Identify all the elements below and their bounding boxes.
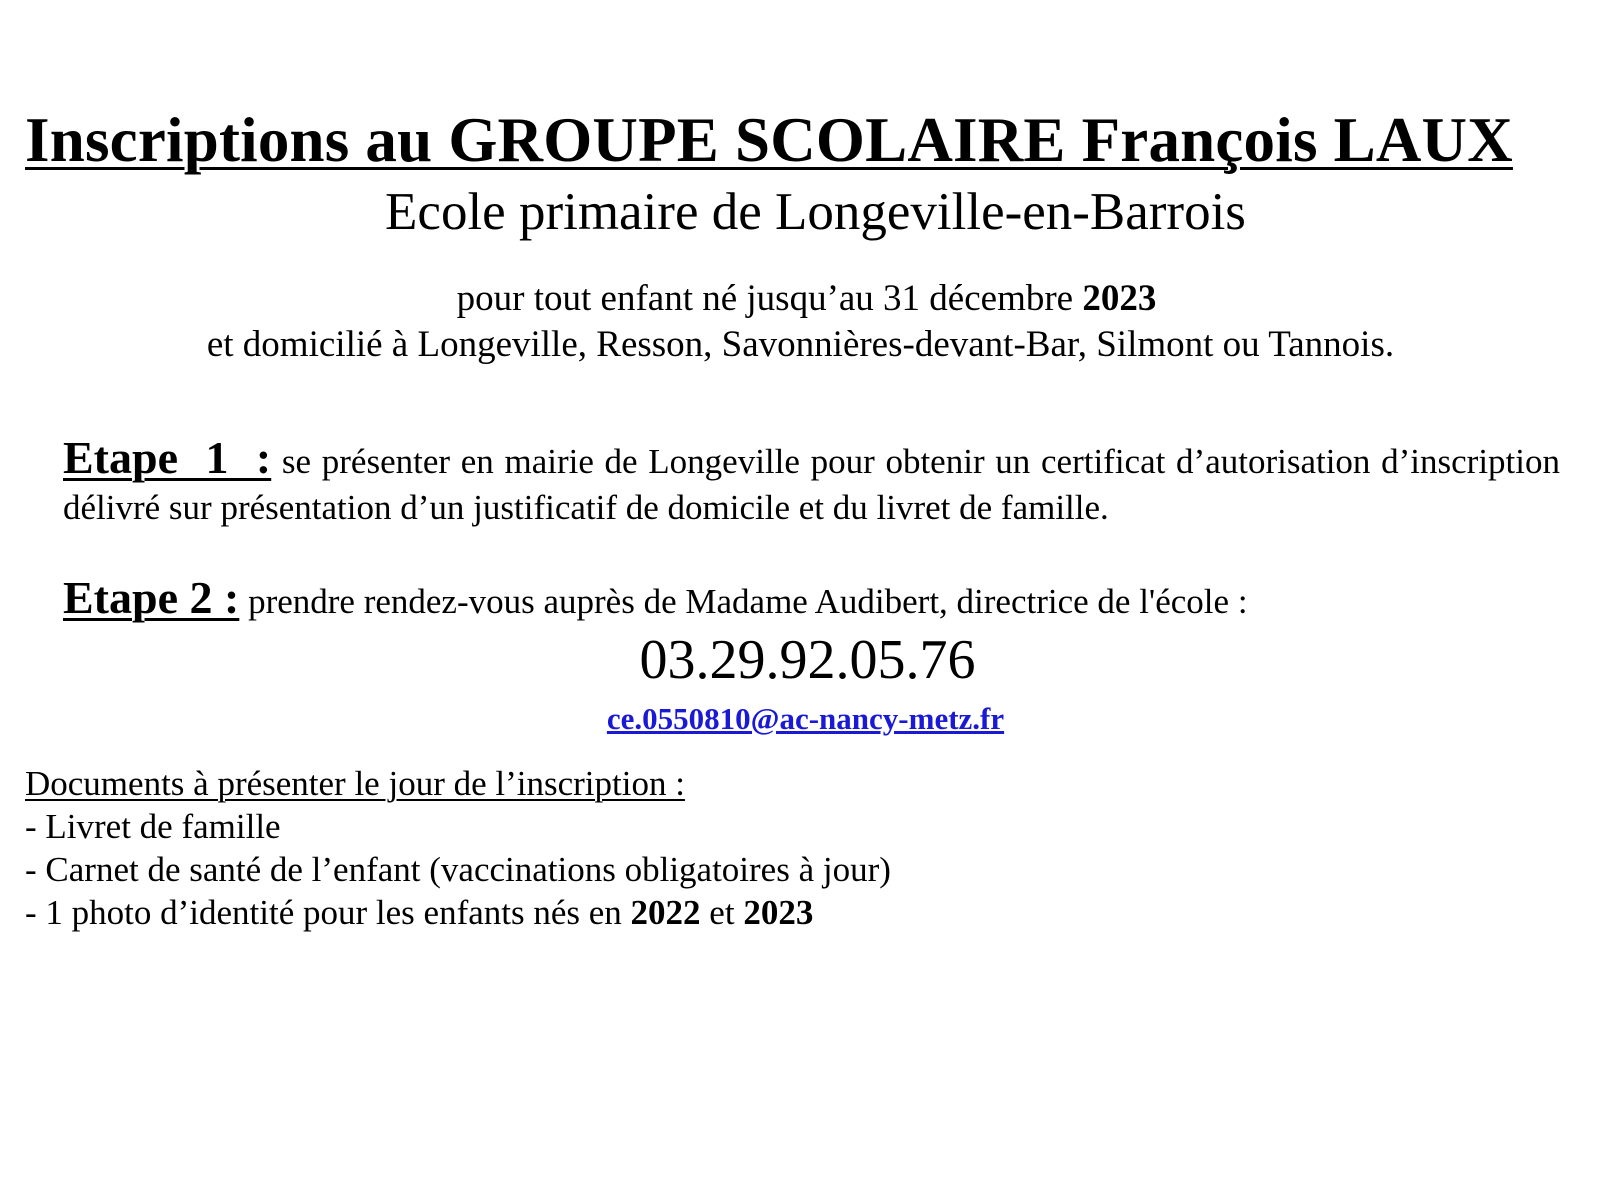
eligibility-line-1 <box>0 276 1601 322</box>
step-2-text: prendre rendez-vous auprès de Madame Audibert, directrice de l'école : <box>248 582 1248 621</box>
phone-number-text: 03.29.92.05.76 <box>639 629 976 691</box>
email-row <box>0 700 1601 738</box>
eligibility-line-2: et domicilié à Longeville, Resson, Savonnières-devant-Bar, Silmont ou Tannois. <box>206 324 1395 365</box>
step-2 <box>63 572 1560 625</box>
eligibility-line-1-text: pour tout enfant né jusqu’au 31 décembre <box>456 278 1083 319</box>
phone-number <box>0 628 1601 692</box>
school-subtitle <box>0 183 1601 241</box>
school-subtitle-text: Ecole primaire de Longeville-en-Barrois <box>385 183 1246 241</box>
document-item-3-year-1: 2022 <box>630 893 701 932</box>
documents-heading: Documents à présenter le jour de l’inscription : <box>25 764 685 803</box>
step-1-label: Etape 1 : <box>63 432 272 483</box>
document-item-1: - Livret de famille <box>25 807 281 846</box>
document-item-2: - Carnet de santé de l’enfant (vaccinations obligatoires à jour) <box>25 850 891 889</box>
document-item-3-and: et <box>700 893 744 932</box>
documents-list <box>25 762 1425 934</box>
document-item-3-year-2: 2023 <box>743 893 814 932</box>
step-2-label: Etape 2 : <box>63 572 240 623</box>
document-item-3 <box>25 891 1425 934</box>
page-title: Inscriptions au GROUPE SCOLAIRE François LAUX <box>25 105 1513 175</box>
eligibility-info <box>0 276 1601 368</box>
step-1-text: se présenter en mairie de Longeville pour obtenir un certificat d’autorisation d’inscription délivré sur présentation d’un justificatif de domicile et du livret de famille. <box>63 442 1560 527</box>
eligibility-year: 2023 <box>1082 278 1157 319</box>
document-item-3-text: - 1 photo d’identité pour les enfants nés en <box>25 893 631 932</box>
step-1 <box>63 432 1560 531</box>
email-link[interactable]: ce.0550810@ac-nancy-metz.fr <box>606 701 1005 736</box>
